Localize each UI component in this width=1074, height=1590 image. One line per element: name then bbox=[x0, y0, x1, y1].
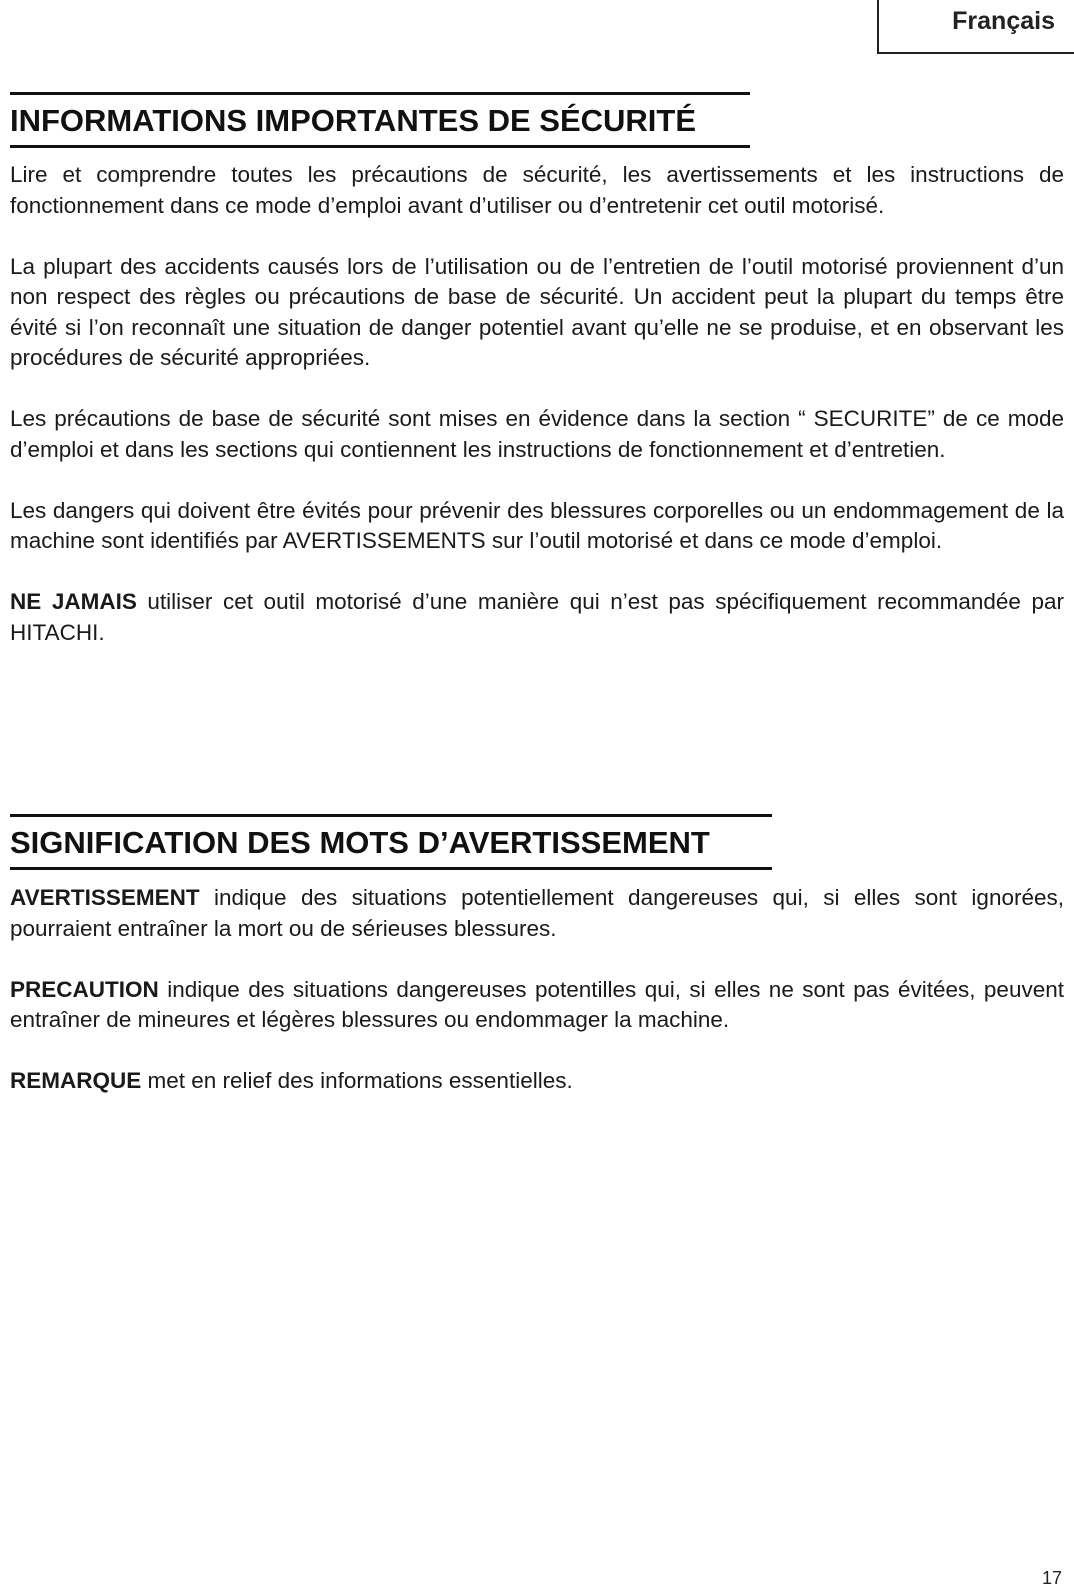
paragraph: La plupart des accidents causés lors de l’utilisation ou de l’entretien de l’outil motorisé proviennent d’un non respect des règles ou précautions de base de sécurité. Un accident peut la plupart du temps être évité si l’on reconnaît une situation de danger potentiel avant qu’elle ne se produise, et en observant les procédures de sécurité appropriées. bbox=[10, 253, 1064, 370]
language-tab bbox=[877, 0, 1074, 54]
definition-term: PRECAUTION bbox=[10, 976, 159, 1002]
definition-item bbox=[10, 975, 1064, 1036]
paragraph-never bbox=[10, 587, 1064, 648]
paragraph: Les précautions de base de sécurité sont mises en évidence dans la section “ SECURITE” de ce mode d’emploi et dans les sections qui contiennent les instructions de fonctionnement et d’entretien. bbox=[10, 406, 1064, 462]
paragraph: Les dangers qui doivent être évités pour prévenir des blessures corporelles ou un endommagement de la machine sont identifiés par AVERTISSEMENTS sur l’outil motorisé et dans ce mode d’emploi. bbox=[10, 497, 1064, 553]
section-body-warning-words bbox=[10, 883, 1064, 1127]
definition-term: AVERTISSEMENT bbox=[10, 885, 200, 910]
definition-text: indique des situations dangereuses potentilles qui, si elles ne sont pas évitées, peuvent entraîner de mineures et légères blessures ou endommager la machine. bbox=[10, 976, 1064, 1032]
section-title-warning-words: SIGNIFICATION DES MOTS D’AVERTISSEMENT bbox=[10, 814, 772, 870]
definition-text: indique des situations potentiellement dangereuses qui, si elles sont ignorées, pourraient entraîner la mort ou de sérieuses blessures. bbox=[10, 885, 1064, 941]
definition-item bbox=[10, 1066, 1064, 1097]
never-term: NE JAMAIS bbox=[10, 589, 137, 614]
page-number: 17 bbox=[1041, 1568, 1062, 1588]
language-label: Français bbox=[952, 7, 1055, 35]
definition-term: REMARQUE bbox=[10, 1068, 142, 1093]
definition-text: met en relief des informations essentielles. bbox=[141, 1068, 573, 1093]
paragraph: Lire et comprendre toutes les précautions de sécurité, les avertissements et les instructions de fonctionnement dans ce mode d’emploi avant d’utiliser ou d’entretenir cet outil motorisé. bbox=[10, 162, 1064, 218]
section-title-safety: INFORMATIONS IMPORTANTES DE SÉCURITÉ bbox=[10, 92, 750, 148]
section-body-safety bbox=[10, 160, 1064, 679]
never-text: utiliser cet outil motorisé d’une manière qui n’est pas spécifiquement recommandée par HITACHI. bbox=[10, 589, 1064, 645]
definition-item bbox=[10, 883, 1064, 944]
